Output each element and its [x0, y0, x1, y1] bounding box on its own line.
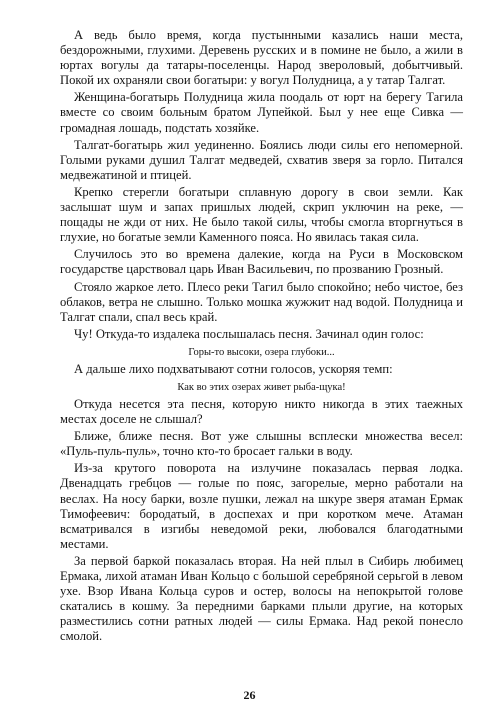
paragraph: Женщина-богатырь Полудница жила поодаль от юрт на берегу Тагила вместе со своим больным братом Лупейкой. Был у нее еще Сивка — громадная лошадь, подстать хозяйке. [60, 90, 463, 135]
song-line: Горы-то высоки, озера глубоки... [188, 346, 335, 358]
paragraph: Стояло жаркое лето. Плесо реки Тагил было спокойно; небо чистое, без облаков, ветра не слышно. Только мошка жужжит над водой. Полудница и Талгат спали, спал весь край. [60, 279, 463, 324]
paragraph: Крепко стерегли богатыри сплавную дорогу в свои земли. Как заслышат шум и запах пришлых людей, скрип уключин на реке, — пощады не жди от них. Не было такой силы, чтобы смогла вторгнуться в глухие, но богатые земли Каменного пояса. Но явилась такая сила. [60, 184, 463, 245]
paragraph: А дальше лихо подхватывают сотни голосов, ускоряя темп: [74, 361, 393, 376]
page-number: 26 [243, 688, 256, 702]
paragraph: Из-за крутого поворота на излучине показалась первая лодка. Двенадцать гребцов — голые по пояс, загорелые, мерно работали на веслах. На носу барки, возле пушки, лежал на шкуре зверя атаман Ермак Тимофеевич: бородатый, в доспехах и при коротком мече. Атаман всматривался в изгибы неведомой реки, любовался благодатными местами. [60, 461, 463, 551]
text-body [60, 28, 463, 644]
song-line: Как во этих озерах живет рыба-щука! [177, 381, 346, 393]
paragraph: Откуда несется эта песня, которую никто никогда в этих таежных местах доселе не слышал? [60, 396, 463, 427]
paragraph: Ближе, ближе песня. Вот уже слышны всплески множества весел: «Пуль-пуль-пуль», точно кто-то бросает гальки в воду. [60, 429, 463, 459]
paragraph: Талгат-богатырь жил уединенно. Боялись люди силы его непомерной. Голыми руками душил Талгат медведей, схватив зверя за горло. Питался медвежатиной и птицей. [60, 137, 463, 182]
paragraph: Случилось это во времена далекие, когда на Руси в Московском государстве царствовал царь Иван Васильевич, по прозванию Грозный. [60, 247, 463, 277]
paragraph: А ведь было время, когда пустынными казались наши места, бездорожными, глухими. Деревень русских и в помине не было, а жили в юртах вогулы да татары-поселенцы. Народ звероловый, добытчивый. Покой их охраняли свои богатыри: у вогул Полудница, а у татар Талгат. [60, 28, 463, 88]
paragraph: Чу! Откуда-то издалека послышалась песня. Зачинал один голос: [74, 326, 424, 341]
paragraph: За первой баркой показалась вторая. На ней плыл в Сибирь любимец Ермака, лихой атаман Иван Кольцо с большой серебряной серьгой в левом ухе. Взор Ивана Кольца суров и остер, волосы на непокрытой голове скатались в кошму. За передними барками плыли другие, на которых разместились сотни ратных людей — силы Ермака. Над рекой понесло смолой. [60, 553, 463, 644]
